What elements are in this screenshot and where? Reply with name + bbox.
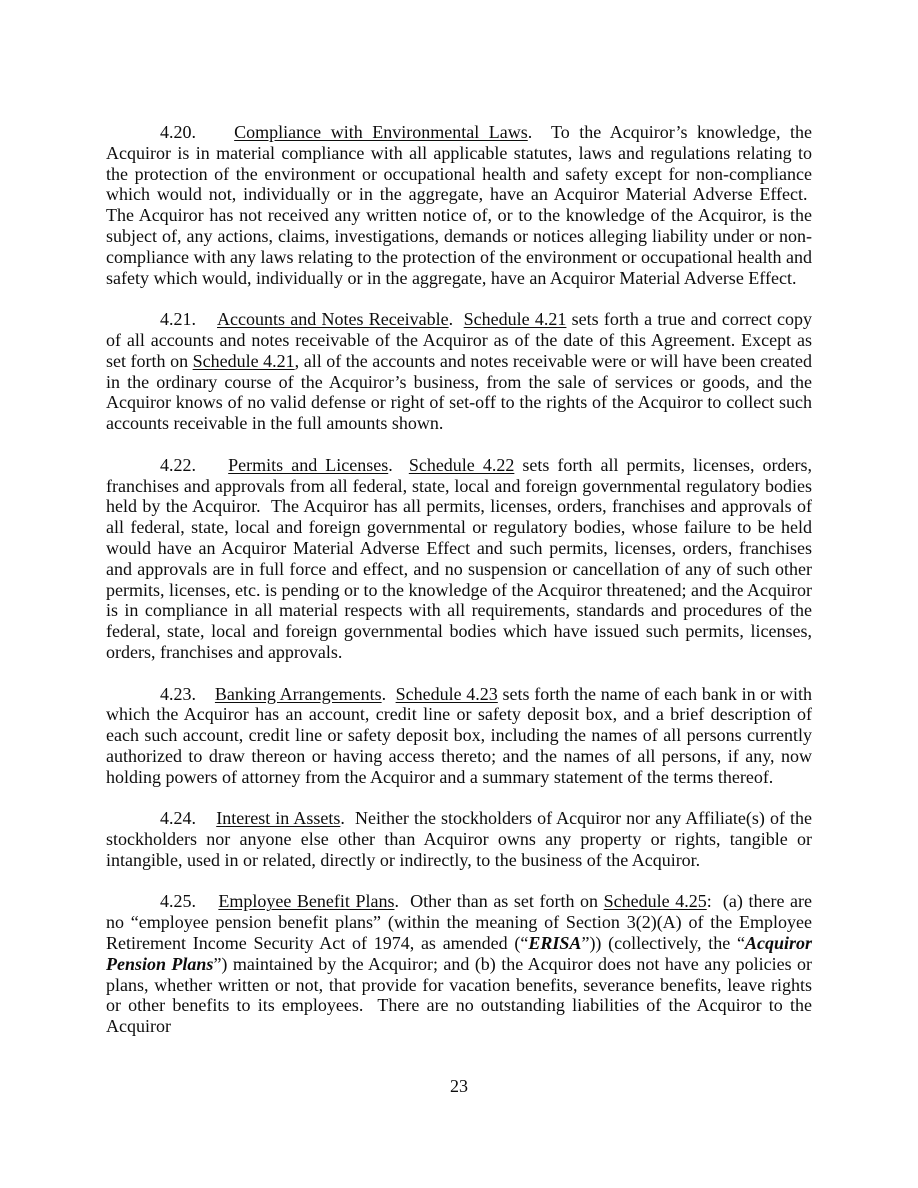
text-run: ”)) (collectively, the “ (581, 933, 745, 954)
text-run: . (381, 683, 396, 704)
underlined-text: Schedule 4.25 (603, 891, 707, 912)
paragraph-4.25 (106, 891, 812, 1037)
emphasized-term: Acquiror Pension Plans (106, 933, 812, 974)
paragraph-4.22 (106, 455, 812, 663)
underlined-text: Schedule 4.23 (395, 683, 498, 704)
text-run: : (a) there are no “employee pension benefit plans” (within the meaning of Section 3(2)(A) of the Employee Retirement Income Security Act of 1974, as amended (“ (106, 891, 813, 954)
emphasized-term: ERISA (528, 933, 582, 954)
text-run: sets forth the name of each bank in or with which the Acquiror has an account, credit line or safety deposit box, and a brief description of each such account, credit line or safety deposit box, including the names of all persons currently authorized to draw thereon or having access thereto; and the names of all persons, if any, now holding powers of attorney from the Acquiror and a summary statement of the terms thereof. (106, 683, 813, 787)
underlined-text: Permits and Licenses (228, 454, 389, 475)
text-run: . Neither the stockholders of Acquiror nor any Affiliate(s) of the stockholders nor anyone else other than Acquiror owns any property or rights, tangible or intangible, used in or related, directly or indirectly, to the business of the Acquiror. (106, 808, 812, 870)
underlined-text: Schedule 4.22 (408, 454, 515, 475)
text-run: 4.25. (160, 891, 219, 912)
document-body (106, 122, 812, 1037)
paragraph-4.21 (106, 309, 812, 434)
underlined-text: Banking Arrangements (214, 683, 382, 704)
underlined-text: Employee Benefit Plans (218, 891, 395, 912)
text-run: 4.24. (160, 808, 217, 829)
underlined-text: Compliance with Environmental Laws (234, 122, 528, 142)
underlined-text: Schedule 4.21 (192, 350, 295, 371)
text-run: . (388, 454, 409, 475)
page-number: 23 (450, 1076, 468, 1096)
text-run: ”) maintained by the Acquiror; and (b) the Acquiror does not have any policies or plans, whether written or not, that provide for vacation benefits, severance benefits, leave rights or other benefits to its employees. There are no outstanding liabilities of the Acquiror to the Acquiror (106, 953, 812, 1037)
underlined-text: Interest in Assets (216, 808, 341, 829)
text-run: . Other than as set forth on (394, 891, 604, 912)
underlined-text: Schedule 4.21 (463, 309, 567, 330)
text-run: . To the Acquiror’s knowledge, the Acquiror is in material compliance with all applicable statutes, laws and regulations relating to the protection of the environment or occupational health and safety except for non-compliance which would not, individually or in the aggregate, have an Acquiror Material Adverse Effect. The Acquiror has not received any written notice of, or to the knowledge of the Acquiror, is the subject of, any actions, claims, investigations, demands or notices alleging liability under or non-compliance with any laws relating to the protection of the environment or occupational health and safety which would, individually or in the aggregate, have an Acquiror Material Adverse Effect. (106, 122, 813, 288)
text-run: 4.21. (160, 309, 217, 330)
text-run: . (448, 309, 464, 330)
underlined-text: Accounts and Notes Receivable (217, 309, 449, 330)
text-run: 4.22. (160, 454, 229, 475)
paragraph-4.20 (106, 122, 812, 288)
text-run: 4.23. (160, 683, 215, 704)
paragraph-4.24 (106, 808, 812, 870)
text-run: , all of the accounts and notes receivable were or will have been created in the ordinary course of the Acquiror’s business, from the sale of services or goods, and the Acquiror knows of no valid defense or right of set-off to the rights of the Acquiror to collect such accounts receivable in the full amounts shown. (106, 350, 812, 434)
paragraph-4.23 (106, 684, 812, 788)
text-run: sets forth a true and correct copy of all accounts and notes receivable of the Acquiror as of the date of this Agreement. Except as set forth on (106, 309, 813, 371)
text-run: 4.20. (160, 122, 235, 142)
text-run: sets forth all permits, licenses, orders, franchises and approvals from all federal, state, local and foreign governmental regulatory bodies held by the Acquiror. The Acquiror has all permits, licenses, orders, franchises and approvals of all federal, state, local and foreign governmental or regulatory bodies, whose failure to be held would have an Acquiror Material Adverse Effect and such permits, licenses, orders, franchises and approvals are in full force and effect, and no suspension or cancellation of any of such other permits, licenses, etc. is pending or to the knowledge of the Acquiror threatened; and the Acquiror is in compliance in all material respects with all requirements, standards and procedures of the federal, state, local and foreign governmental bodies which have issued such permits, licenses, orders, franchises and approvals. (106, 454, 813, 662)
